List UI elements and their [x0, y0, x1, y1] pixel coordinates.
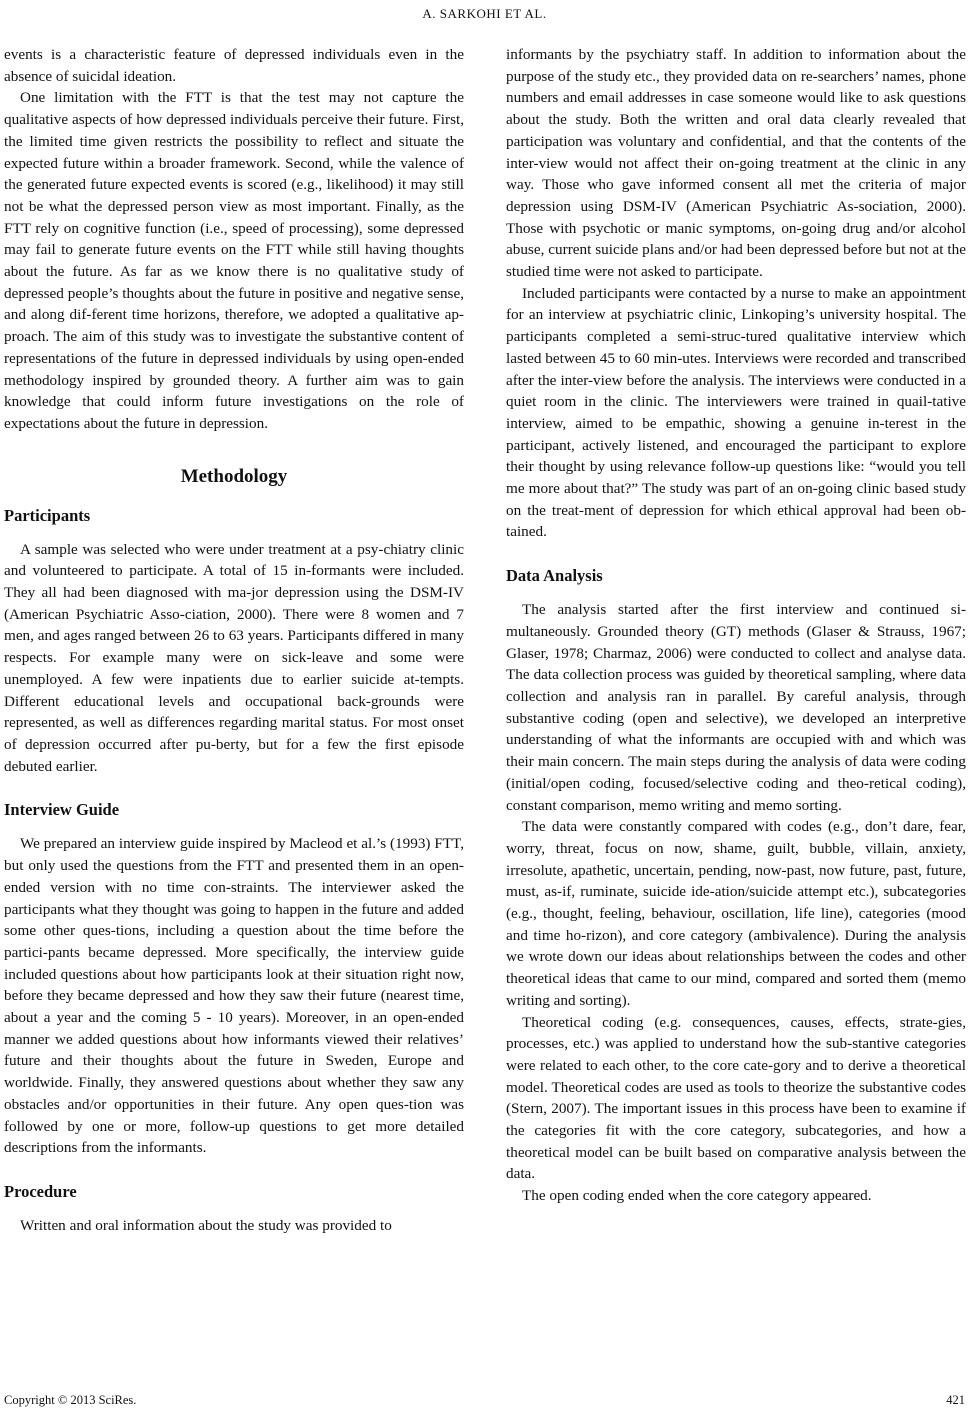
- paragraph: Included participants were contacted by a nurse to make an appointment for an interview at psychiatric clinic, Linkoping’s university hospital. The participants completed a semi-struc-tured qualitative interview which lasted between 45 to 60 min-utes. Interviews were recorded and transcribed after the inter-view before the analysis. The interviews were conducted in a quiet room in the clinic. The interviewers were trained in quail-tative interview, aimed to be empathic, showing a genuine in-terest in the participant, actively listened, and encouraged the participant to explore their thought by using relevance follow-up questions like: “would you tell me more about that?” The study was part of an on-going clinic based study on the treat-ment of depression for which ethical approval had been ob-tained.: [506, 284, 966, 541]
- paragraph: The analysis started after the first interview and continued si-multaneously. Grounded theory (GT) methods (Glaser & Strauss, 1967; Glaser, 1978; Charmaz, 2006) were conducted to collect and analyse data. The data collection process was guided by theoretical sampling, where data collection and analysis ran in parallel. By careful analysis, through substantive coding (open and selective), we developed an interpretive understanding of what the informants are occupied with and which was their main concern. The main steps during the analysis of data were coding (initial/open coding, focused/selective coding and theo-retical coding), constant comparison, memo writing and memo sorting.: [506, 601, 966, 814]
- right-column: [506, 44, 966, 1207]
- left-column: [4, 44, 464, 1237]
- paragraph: One limitation with the FTT is that the test may not capture the qualitative aspects of how depressed individuals perceive their future. First, the limited time given restricts the possibility to reflect and situate the expected future within a broader framework. Second, while the valence of the generated future expected events is scored (e.g., likelihood) it may still not be what the depressed person view as most important. Finally, as the FTT rely on cognitive function (i.e., speed of processing), some depressed may fail to generate future events on the FTT while still having thoughts about the future. As far as we know there is no qualitative study of depressed people’s thoughts about the future in positive and negative sense, and along dif-ferent time horizons, therefore, we adopted a qualitative ap-proach. The aim of this study was to investigate the substantive content of representations of the future in depressed individuals by using open-ended methodology inspired by grounded theory. A further aim was to gain knowledge that could inform future investigations on the role of expectations about the future in depression.: [4, 89, 464, 432]
- subheading-data-analysis: Data Analysis: [506, 566, 603, 586]
- paragraph: Written and oral information about the study was provided to: [20, 1216, 392, 1234]
- paragraph: Theoretical coding (e.g. consequences, causes, effects, strate-gies, processes, etc.) was applied to understand how the sub-stantive categories were related to each other, to the core cate-gory and to derive a theoretical model. Theoretical codes are used as tools to theorize the substantive codes (Stern, 2007). The important issues in this process have been to examine if the categories fit with the core category, subcategories, and how a theoretical model can be built based on comparative analysis between the data.: [506, 1013, 966, 1183]
- subheading-procedure: Procedure: [4, 1181, 77, 1201]
- section-title-methodology: Methodology: [180, 465, 288, 487]
- paragraph: The open coding ended when the core category appeared.: [522, 1187, 872, 1205]
- running-head: A. SARKOHI ET AL.: [422, 6, 547, 21]
- page-number: 421: [946, 1393, 965, 1407]
- paragraph: events is a characteristic feature of depressed individuals even in the absence of suicidal ideation.: [4, 46, 464, 85]
- paragraph: informants by the psychiatry staff. In addition to information about the purpose of the study etc., they provided data on re-searchers’ names, phone numbers and email addresses in case someone would like to ask questions about the study. Both the written and oral data clearly revealed that participation was voluntary and confidential, and that the contents of the inter-view would not affect their on-going treatment at the clinic in any way. Those who gave informed consent all met the criteria of major depression using DSM-IV (American Psychiatric As-sociation, 2000). Those with psychotic or manic symptoms, on-going drug and/or alcohol abuse, current suicide plans and/or had been depressed before but not at the studied time were not asked to participate.: [506, 46, 966, 281]
- paragraph: The data were constantly compared with codes (e.g., don’t dare, fear, worry, threat, focus on now, shame, guilt, bubble, villain, anxiety, irresolute, apathetic, uncertain, pending, now-past, now future, past, future, must, as-if, ruminate, suicide ide-ation/suicide attempt etc.), subcategories (e.g., thought, feeling, behaviour, oscillation, life line), categories (mood and time ho-rizon), and core category (ambivalence). During the analysis we wrote down our ideas about relationships between the codes and other theoretical ideas that came to our mind, compared and sorted them (memo writing and sorting).: [506, 818, 966, 1009]
- subheading-interview-guide: Interview Guide: [4, 800, 120, 820]
- subheading-participants: Participants: [4, 505, 91, 525]
- paragraph: A sample was selected who were under treatment at a psy-chiatry clinic and volunteered to participate. A total of 15 in-formants were included. They all had been diagnosed with ma-jor depression using the DSM-IV (American Psychiatric Asso-ciation, 2000). There were 8 women and 7 men, and ages ranged between 26 to 63 years. Participants differed in many respects. For example many were on sick-leave and some were unemployed. A few were inpatients due to earlier suicide at-tempts. Different educational levels and occupational back-grounds were represented, as well as differences regarding marital status. For most onset of depression occurred after pu-berty, but for a few the first episode debuted earlier.: [4, 540, 464, 775]
- paragraph: We prepared an interview guide inspired by Macleod et al.’s (1993) FTT, but only used the questions from the FTT and presented them in an open-ended version with no time con-straints. The interviewer asked the participants what they thought was going to happen in the future and added some other ques-tions, including a question about the time before the partici-pants became depressed. More specifically, the interview guide included questions about how participants look at their situation right now, before they became depressed and how they saw their future (nearest time, about a year and the coming 5 - 10 years). Moreover, in an open-ended manner we added questions about how informants viewed their relatives’ future and their thoughts about the future in Sweden, Europe and worldwide. Finally, they answered questions about whether they saw any obstacles and/or opportunities in their future. Any open ques-tion was followed by one or more, follow-up questions to get more detailed descriptions from the informants.: [4, 835, 464, 1157]
- copyright-notice: Copyright © 2013 SciRes.: [4, 1393, 137, 1407]
